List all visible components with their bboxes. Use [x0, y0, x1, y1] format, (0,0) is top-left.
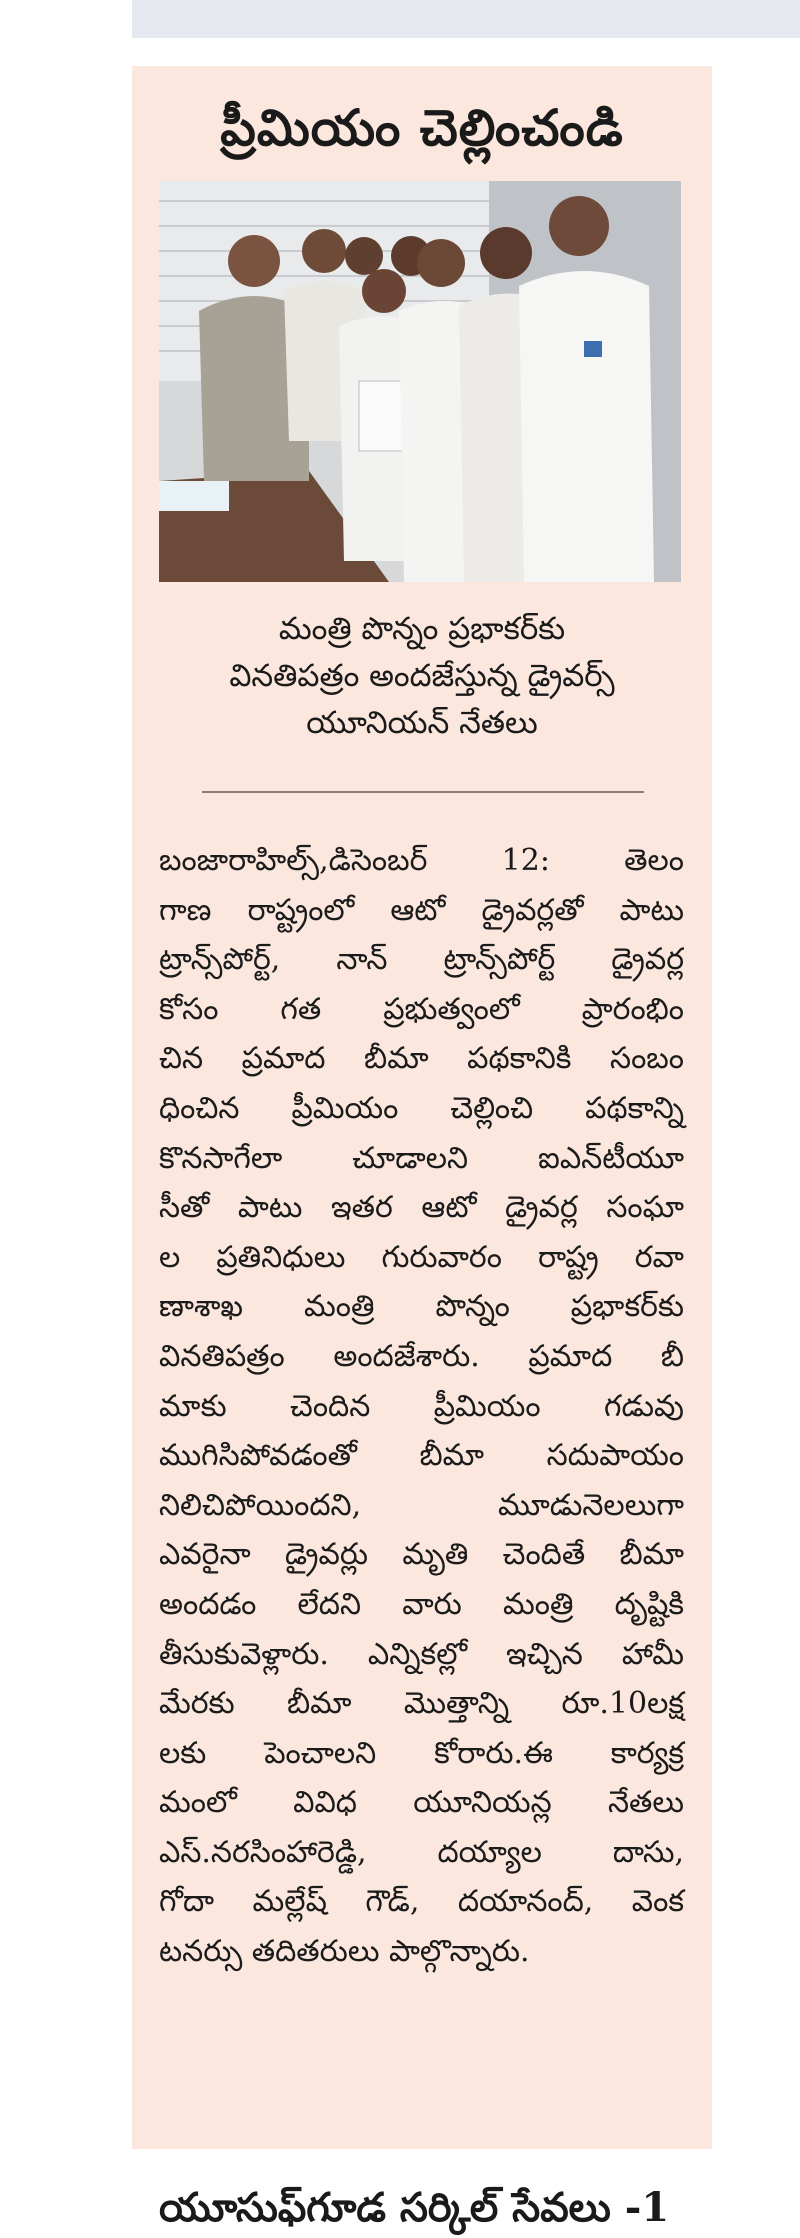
body-line: నిలిచిపోయిందని, మూడునెలలుగా — [159, 1487, 684, 1523]
caption-divider — [202, 791, 644, 793]
body-line: బంజారాహిల్స్,డిసెంబర్ 12: తెలం — [159, 843, 684, 878]
body-line: టనర్సు తదితరులు పాల్గొన్నారు. — [159, 1934, 530, 1970]
body-line: సీతో పాటు ఇతర ఆటో డ్రైవర్ల సంఘా — [159, 1190, 684, 1226]
photo-caption — [132, 606, 712, 747]
body-line: లకు పెంచాలని కోరారు.ఈ కార్యక్ర — [159, 1735, 684, 1771]
body-line: ధించిన ప్రీమియం చెల్లించి పథకాన్ని — [159, 1090, 684, 1126]
caption-line: మంత్రి పొన్నం ప్రభాకర్‌కు — [278, 611, 566, 647]
body-line: కొనసాగేలా చూడాలని ఐఎన్‌టీయూ — [159, 1140, 684, 1176]
article-headline: ప్రీమియం చెల్లించండి — [220, 98, 624, 157]
body-line: చిన ప్రమాద బీమా పథకానికి సంబం — [159, 1041, 684, 1077]
body-line: అందడం లేదని వారు మంత్రి దృష్టికి — [159, 1586, 684, 1622]
body-line: ముగిసిపోవడంతో బీమా సదుపాయం — [159, 1438, 684, 1474]
top-toolbar-bar — [132, 0, 800, 38]
caption-line: యూనియన్ నేతలు — [306, 705, 538, 741]
body-line: గాణ రాష్ట్రంలో ఆటో డ్రైవర్లతో పాటు — [159, 892, 684, 928]
next-article-headline: యూసుఫ్‌గూడ సర్కిల్ సేవలు -1 — [159, 2184, 670, 2231]
article-photo — [159, 181, 681, 582]
body-line: ల ప్రతినిధులు గురువారం రాష్ట్ర రవా — [159, 1239, 684, 1275]
body-line: మాకు చెందిన ప్రీమియం గడువు — [159, 1388, 684, 1424]
body-line: ణాశాఖ మంత్రి పొన్నం ప్రభాకర్‌కు — [159, 1289, 684, 1325]
caption-line: వినతిపత్రం అందజేస్తున్న డ్రైవర్స్ — [229, 658, 615, 694]
body-line: గోదా మల్లేష్ గౌడ్, దయానంద్, వెంక — [159, 1884, 684, 1920]
article-body — [159, 836, 684, 1977]
body-line: మేరకు బీమా మొత్తాన్ని రూ.10లక్ష — [159, 1686, 684, 1722]
body-line: కోసం గత ప్రభుత్వంలో ప్రారంభిం — [159, 991, 684, 1027]
body-line: వినతిపత్రం అందజేశారు. ప్రమాద బీ — [159, 1338, 684, 1374]
body-line: ఎవరైనా డ్రైవర్లు మృతి చెందితే బీమా — [159, 1537, 684, 1573]
body-line: ట్రాన్స్‌పోర్ట్, నాన్ ట్రాన్స్‌పోర్ట్ డ్రైవర్ల — [159, 942, 684, 978]
body-line: మంలో వివిధ యూనియన్ల నేతలు — [159, 1785, 684, 1821]
newspaper-clipping — [132, 66, 712, 2231]
body-line: తీసుకువెళ్లారు. ఎన్నికల్లో ఇచ్చిన హామీ — [159, 1636, 684, 1672]
body-line: ఎస్.నరసింహారెడ్డి, దయ్యాల దాసు, — [159, 1834, 684, 1870]
